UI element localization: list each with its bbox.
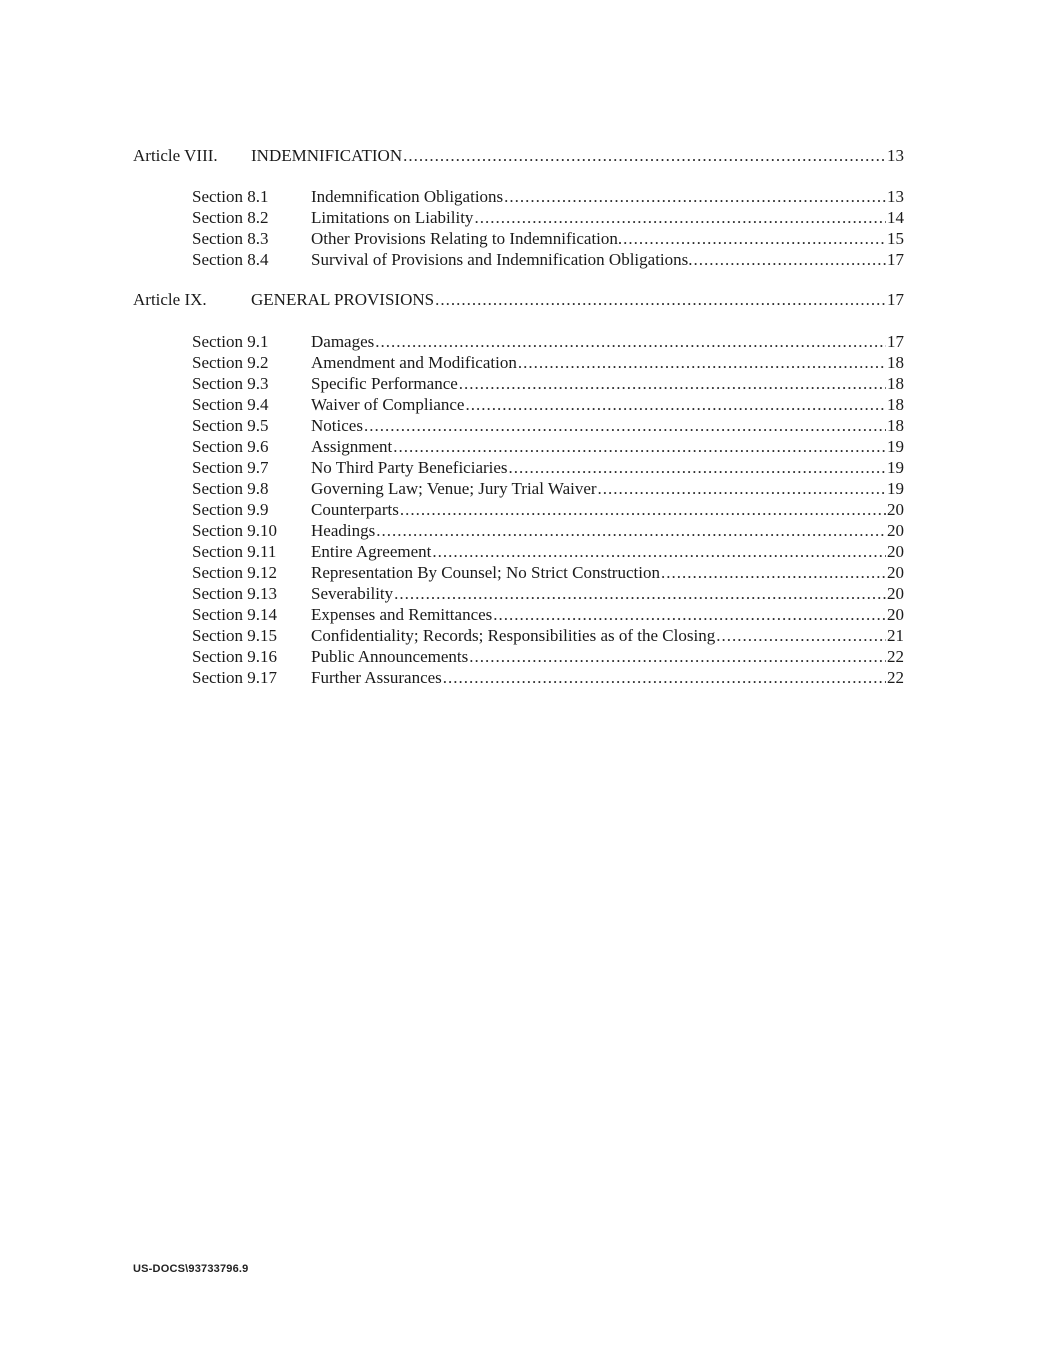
page-number: 20 [887,521,904,540]
toc-section-9-13[interactable] [192,583,904,604]
section-number: Section 8.2 [192,208,269,227]
dot-leader [694,249,886,270]
section-title: Waiver of Compliance [311,395,465,414]
page-number: 15 [887,229,904,248]
toc-section-9-15[interactable] [192,625,904,646]
section-number: Section 9.3 [192,374,269,393]
section-title: Counterparts [311,500,399,519]
toc-section-9-10[interactable] [192,520,904,541]
dot-leader [623,228,886,249]
article-number: Article VIII. [133,146,218,165]
page-number: 17 [887,250,904,269]
toc-section-9-4[interactable] [192,394,904,415]
article-number: Article IX. [133,290,207,309]
toc-section-8-4[interactable] [192,249,904,270]
section-number: Section 8.1 [192,187,269,206]
page-number: 19 [887,437,904,456]
section-number: Section 9.8 [192,479,269,498]
page-number: 22 [887,647,904,666]
section-title: Confidentiality; Records; Responsibilities as of the Closing [311,626,716,645]
toc-section-8-1[interactable] [192,186,904,207]
page-number: 19 [887,479,904,498]
section-title: Damages [311,332,375,351]
section-number: Section 9.16 [192,647,277,666]
dot-leader [375,331,886,352]
section-number: Section 9.15 [192,626,277,645]
section-number: Section 9.9 [192,500,269,519]
section-title: Survival of Provisions and Indemnification Obligations. [311,250,693,269]
section-title: Severability [311,584,394,603]
section-number: Section 9.11 [192,542,277,561]
toc-section-9-14[interactable] [192,604,904,625]
dot-leader [716,625,886,646]
page-number: 18 [887,353,904,372]
page-number: 17 [887,290,904,309]
toc-article-ix[interactable] [133,289,904,311]
toc-section-9-17[interactable] [192,667,904,688]
dot-leader [493,604,886,625]
page-number: 17 [887,332,904,351]
section-number: Section 9.17 [192,668,277,687]
section-title: Assignment [311,437,393,456]
toc-article-viii[interactable] [133,145,904,167]
dot-leader [661,562,886,583]
dot-leader [376,520,886,541]
dot-leader [518,352,886,373]
section-title: Notices [311,416,363,435]
section-title: Limitations on Liability [311,208,474,227]
section-title: Governing Law; Venue; Jury Trial Waiver [311,479,597,498]
dot-leader [400,499,886,520]
section-number: Section 9.14 [192,605,277,624]
toc-section-9-6[interactable] [192,436,904,457]
page-number: 19 [887,458,904,477]
section-number: Section 9.6 [192,437,269,456]
toc-section-9-1[interactable] [192,331,904,352]
dot-leader [459,373,886,394]
article-title: GENERAL PROVISIONS [251,290,435,309]
dot-leader [598,478,886,499]
section-title: Further Assurances [311,668,442,687]
page-number: 21 [887,626,904,645]
section-title: Public Announcements [311,647,469,666]
toc-section-9-12[interactable] [192,562,904,583]
dot-leader [364,415,886,436]
toc-section-8-2[interactable] [192,207,904,228]
section-title: Entire Agreement [311,542,432,561]
page-number: 14 [887,208,904,227]
section-number: Section 9.12 [192,563,277,582]
section-title: Indemnification Obligations [311,187,504,206]
dot-leader [432,541,886,562]
section-number: Section 8.3 [192,229,269,248]
dot-leader [465,394,886,415]
article-title: INDEMNIFICATION [251,146,403,165]
page-number: 20 [887,605,904,624]
dot-leader [469,646,886,667]
toc-section-9-7[interactable] [192,457,904,478]
dot-leader [435,289,886,311]
section-title: Headings [311,521,376,540]
dot-leader [393,436,886,457]
section-number: Section 9.1 [192,332,269,351]
dot-leader [504,186,886,207]
toc-section-8-3[interactable] [192,228,904,249]
document-id-footer: US-DOCS\93733796.9 [133,1263,249,1275]
page-number: 20 [887,542,904,561]
section-number: Section 9.7 [192,458,269,477]
page-number: 20 [887,500,904,519]
page-number: 13 [887,146,904,165]
dot-leader [403,145,886,167]
page-number: 22 [887,668,904,687]
section-title: Expenses and Remittances [311,605,493,624]
dot-leader [509,457,886,478]
page-number: 20 [887,563,904,582]
page-number: 18 [887,374,904,393]
toc-section-9-8[interactable] [192,478,904,499]
section-number: Section 9.10 [192,521,277,540]
section-number: Section 9.13 [192,584,277,603]
toc-section-9-3[interactable] [192,373,904,394]
toc-section-9-5[interactable] [192,415,904,436]
section-number: Section 9.4 [192,395,269,414]
section-title: Representation By Counsel; No Strict Construction [311,563,660,582]
page-number: 18 [887,395,904,414]
toc-section-9-2[interactable] [192,352,904,373]
page-number: 20 [887,584,904,603]
dot-leader [474,207,886,228]
section-title: Amendment and Modification [311,353,517,372]
dot-leader [443,667,886,688]
section-title: Specific Performance [311,374,458,393]
toc-section-9-9[interactable] [192,499,904,520]
page-number: 18 [887,416,904,435]
toc-section-9-16[interactable] [192,646,904,667]
section-number: Section 9.5 [192,416,269,435]
page-number: 13 [887,187,904,206]
section-number: Section 8.4 [192,250,269,269]
section-title: Other Provisions Relating to Indemnification. [311,229,623,248]
dot-leader [394,583,886,604]
section-number: Section 9.2 [192,353,269,372]
section-title: No Third Party Beneficiaries [311,458,508,477]
toc-section-9-11[interactable] [192,541,904,562]
